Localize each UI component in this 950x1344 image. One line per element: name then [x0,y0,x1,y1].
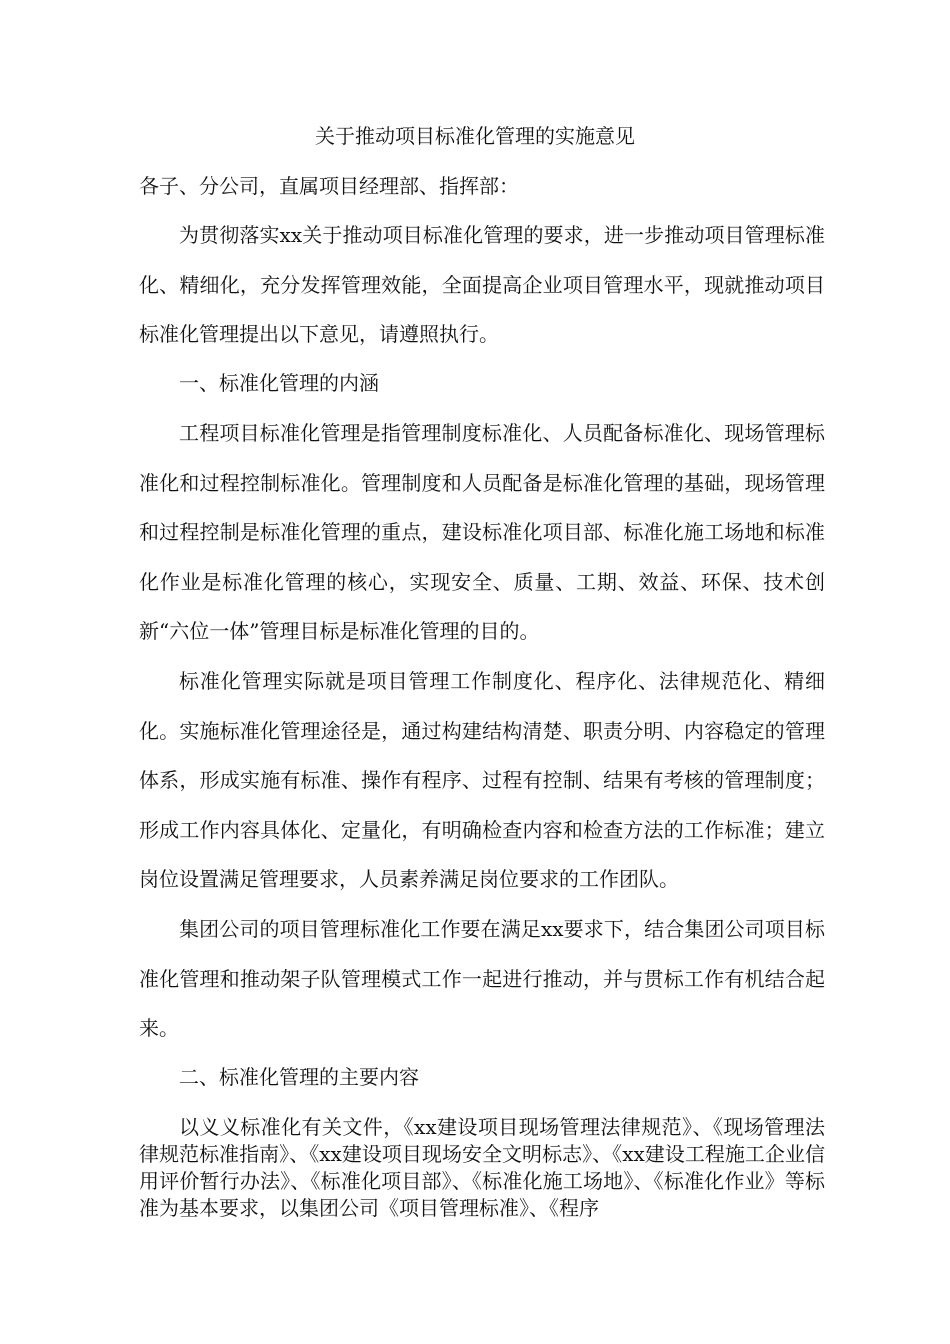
document-title: 关于推动项目标准化管理的实施意见 [315,124,635,148]
paragraph-intro: 为贯彻落实xx关于推动项目标准化管理的要求，进一步推动项目管理标准化、精细化，充分发挥管理效能，全面提高企业项目管理水平，现就推动项目标准化管理提出以下意见，请遵照执行。 [139,223,825,346]
section-heading-2: 二、标准化管理的主要内容 [179,1065,419,1089]
salutation: 各子、分公司，直属项目经理部、指挥部： [139,174,519,198]
paragraph-connotation: 工程项目标准化管理是指管理制度标准化、人员配备标准化、现场管理标准化和过程控制标准化。管理制度和人员配备是标准化管理的基础，现场管理和过程控制是标准化管理的重点，建设标准化项目部、标准化施工场地和标准化作业是标准化管理的核心，实现安全、质量、工期、效益、环保、技术创新“六位一体”管理目标是标准化管理的目的。 [139,421,825,643]
paragraph-practice: 标准化管理实际就是项目管理工作制度化、程序化、法律规范化、精细化。实施标准化管理途径是，通过构建结构清楚、职责分明、内容稳定的管理体系，形成实施有标准、操作有程序、过程有控制、结果有考核的管理制度；形成工作内容具体化、定量化，有明确检查内容和检查方法的工作标准；建立岗位设置满足管理要求，人员素养满足岗位要求的工作团队。 [139,669,825,891]
paragraph-group-company: 集团公司的项目管理标准化工作要在满足xx要求下，结合集团公司项目标准化管理和推动架子队管理模式工作一起进行推动，并与贯标工作有机结合起来。 [139,917,825,1040]
paragraph-main-content: 以义义标准化有关文件，《xx建设项目现场管理法律规范》、《现场管理法律规范标准指南》、《xx建设项目现场安全文明标志》、《xx建设工程施工企业信用评价暂行办法》、《标准化项目部》、《标准化施工场地》、《标准化作业》等标准为基本要求，以集团公司《项目管理标准》、《程序 [139,1115,825,1220]
section-heading-1: 一、标准化管理的内涵 [179,371,379,395]
